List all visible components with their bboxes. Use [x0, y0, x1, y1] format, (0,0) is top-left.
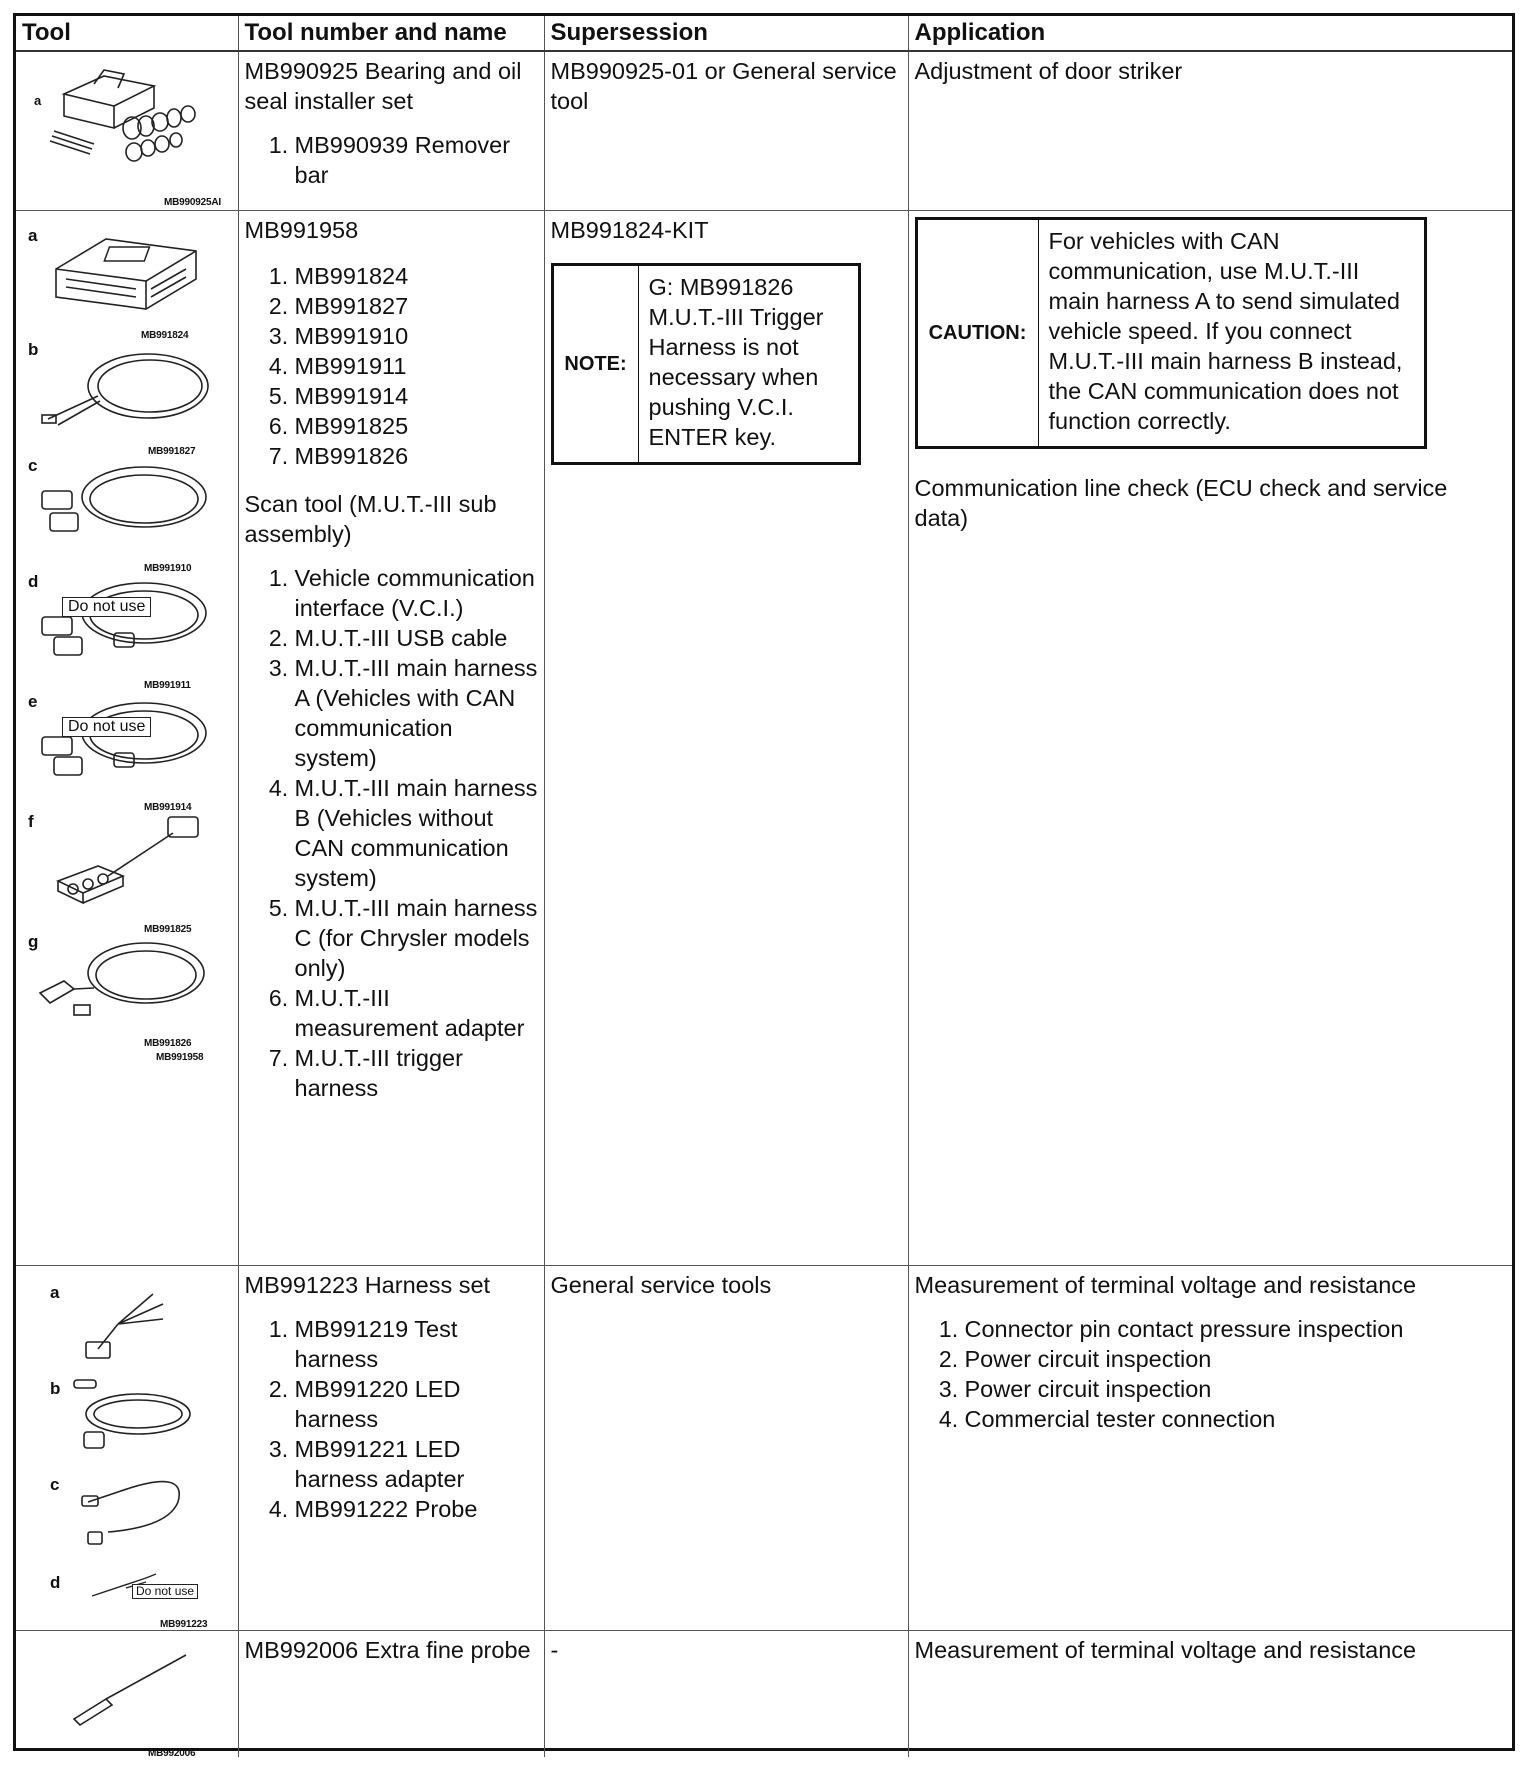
tool-items-list: [245, 261, 538, 471]
application-items-list: [915, 1314, 1507, 1434]
list-item: 1. MB991219 Test harness: [295, 1314, 538, 1374]
caution-box: [915, 217, 1427, 449]
toolbox-illustration: [16, 52, 238, 210]
measurement-adapter-icon: [38, 811, 218, 911]
list-item: 7. M.U.T.-III trigger harness: [295, 1043, 538, 1103]
tool-number-cell: [238, 1266, 544, 1631]
do-not-use-label: Do not use: [62, 597, 151, 617]
list-item: 1. MB991824: [295, 261, 538, 291]
list-item: 3. MB991910: [295, 321, 538, 351]
image-caption: MB991958: [156, 1052, 204, 1063]
supersession-cell: [544, 211, 908, 1266]
toolbox-icon: [24, 56, 234, 206]
tool-image-cell: [16, 211, 238, 1266]
vci-device-icon: [46, 229, 206, 319]
supersession-text: -: [550, 1637, 559, 1663]
supersession-text: MB990925-01 or General service tool: [550, 58, 897, 114]
list-item: 3. Power circuit inspection: [965, 1374, 1507, 1404]
tool-name: MB991223 Harness set: [244, 1272, 491, 1298]
list-item: 7. MB991826: [295, 441, 538, 471]
supersession-cell: [544, 1631, 908, 1758]
image-caption: MB991825: [144, 924, 192, 935]
list-item: 3. MB991221 LED harness adapter: [295, 1434, 538, 1494]
application-cell: [908, 1631, 1512, 1758]
list-item: 4. Commercial tester connection: [965, 1404, 1507, 1434]
image-caption: MB991911: [144, 680, 191, 691]
fine-probe-icon: [66, 1649, 206, 1729]
image-label: e: [28, 692, 38, 711]
note-box: [551, 263, 861, 465]
led-harness-adapter-icon: [68, 1472, 198, 1552]
special-tools-table: [16, 16, 1512, 1757]
list-item: 2. Power circuit inspection: [965, 1344, 1507, 1374]
image-label: b: [50, 1379, 61, 1398]
application-cell: [908, 211, 1512, 1266]
tool-number-cell: [238, 51, 544, 211]
trigger-harness-icon: [34, 933, 214, 1028]
header-tool-number: Tool number and name: [238, 16, 544, 51]
main-harness-a-icon: [34, 457, 214, 547]
application-text: Communication line check (ECU check and service data): [914, 475, 1448, 531]
image-label: f: [28, 812, 34, 831]
do-not-use-label: Do not use: [132, 1584, 198, 1599]
do-not-use-label: Do not use: [62, 717, 151, 737]
image-caption: MB991826: [144, 1038, 192, 1049]
test-harness-icon: [68, 1284, 178, 1364]
table-row: [16, 211, 1512, 1266]
image-label: d: [28, 572, 39, 591]
tool-image-cell: [16, 1266, 238, 1631]
tool-number-cell: [238, 1631, 544, 1758]
harness-set-illustrations: [16, 1266, 238, 1630]
list-item: 5. MB991914: [295, 381, 538, 411]
list-item: 2. MB991827: [295, 291, 538, 321]
application-cell: [908, 51, 1512, 211]
tool-image-cell: [16, 1631, 238, 1758]
usb-cable-icon: [38, 341, 213, 431]
application-text: Adjustment of door striker: [914, 58, 1183, 84]
list-item: 4. MB991911: [295, 351, 538, 381]
list-item: 1. MB990939 Remover bar: [295, 130, 538, 190]
supersession-text: General service tools: [550, 1272, 772, 1298]
image-label: c: [50, 1475, 60, 1494]
list-item: 5. M.U.T.-III main harness C (for Chrysler models only): [295, 893, 538, 983]
table-row: [16, 51, 1512, 211]
table-row: [16, 1631, 1512, 1758]
scan-tool-illustrations: [16, 211, 238, 1265]
main-harness-b-icon: [34, 573, 214, 663]
document-frame: [13, 13, 1515, 1759]
caution-text: For vehicles with CAN communication, use M.U.T.-III main harness A to send simulated vehicle speed. If you connect M.U.T.-III main harness B instead, the CAN communication does not function correctly.: [1048, 228, 1403, 434]
tool-subtitle: Scan tool (M.U.T.-III sub assembly): [244, 491, 497, 547]
supersession-cell: [544, 1266, 908, 1631]
image-caption: MB992006: [148, 1748, 196, 1759]
image-label: g: [28, 932, 39, 951]
list-item: 6. M.U.T.-III measurement adapter: [295, 983, 538, 1043]
tool-name: MB991958: [244, 217, 359, 243]
tool-items-list: [245, 1314, 538, 1524]
header-row: [16, 16, 1512, 51]
image-caption: MB991910: [144, 563, 192, 574]
supersession-text: MB991824-KIT: [550, 217, 709, 243]
application-text: Measurement of terminal voltage and resistance: [914, 1637, 1417, 1663]
tool-name: MB990925 Bearing and oil seal installer set: [244, 58, 522, 114]
tool-subitems-list: [245, 563, 538, 1103]
list-item: 1. Connector pin contact pressure inspection: [965, 1314, 1507, 1344]
tool-items-list: [245, 130, 538, 190]
note-label: NOTE:: [554, 266, 639, 462]
list-item: 4. MB991222 Probe: [295, 1494, 538, 1524]
header-supersession: Supersession: [544, 16, 908, 51]
image-caption: MB991914: [144, 802, 192, 813]
image-label: a: [50, 1283, 60, 1302]
list-item: 1. Vehicle communication interface (V.C.I.): [295, 563, 538, 623]
image-caption: MB990925AI: [164, 197, 221, 208]
image-label: c: [28, 456, 38, 475]
image-label: a: [28, 226, 38, 245]
tool-name: MB992006 Extra fine probe: [244, 1637, 531, 1663]
list-item: 3. M.U.T.-III main harness A (Vehicles with CAN communication system): [295, 653, 538, 773]
fine-probe-illustration: [16, 1631, 238, 1757]
list-item: 2. M.U.T.-III USB cable: [295, 623, 538, 653]
image-label: a: [34, 93, 42, 108]
table-row: [16, 1266, 1512, 1631]
image-caption: MB991824: [141, 330, 189, 341]
list-item: 2. MB991220 LED harness: [295, 1374, 538, 1434]
note-text: G: MB991826 M.U.T.-III Trigger Harness is not necessary when pushing V.C.I. ENTER key.: [648, 274, 824, 450]
caution-label: CAUTION:: [918, 220, 1039, 446]
application-text: Measurement of terminal voltage and resistance: [914, 1272, 1417, 1298]
image-label: d: [50, 1573, 61, 1592]
image-caption: MB991223: [160, 1619, 208, 1630]
tool-number-cell: [238, 211, 544, 1266]
header-tool: Tool: [16, 16, 238, 51]
image-label: b: [28, 340, 39, 359]
led-harness-icon: [68, 1376, 198, 1456]
list-item: 4. M.U.T.-III main harness B (Vehicles without CAN communication system): [295, 773, 538, 893]
main-harness-c-icon: [34, 693, 214, 783]
list-item: 6. MB991825: [295, 411, 538, 441]
application-cell: [908, 1266, 1512, 1631]
image-caption: MB991827: [148, 446, 196, 457]
header-application: Application: [908, 16, 1512, 51]
supersession-cell: [544, 51, 908, 211]
tool-image-cell: [16, 51, 238, 211]
